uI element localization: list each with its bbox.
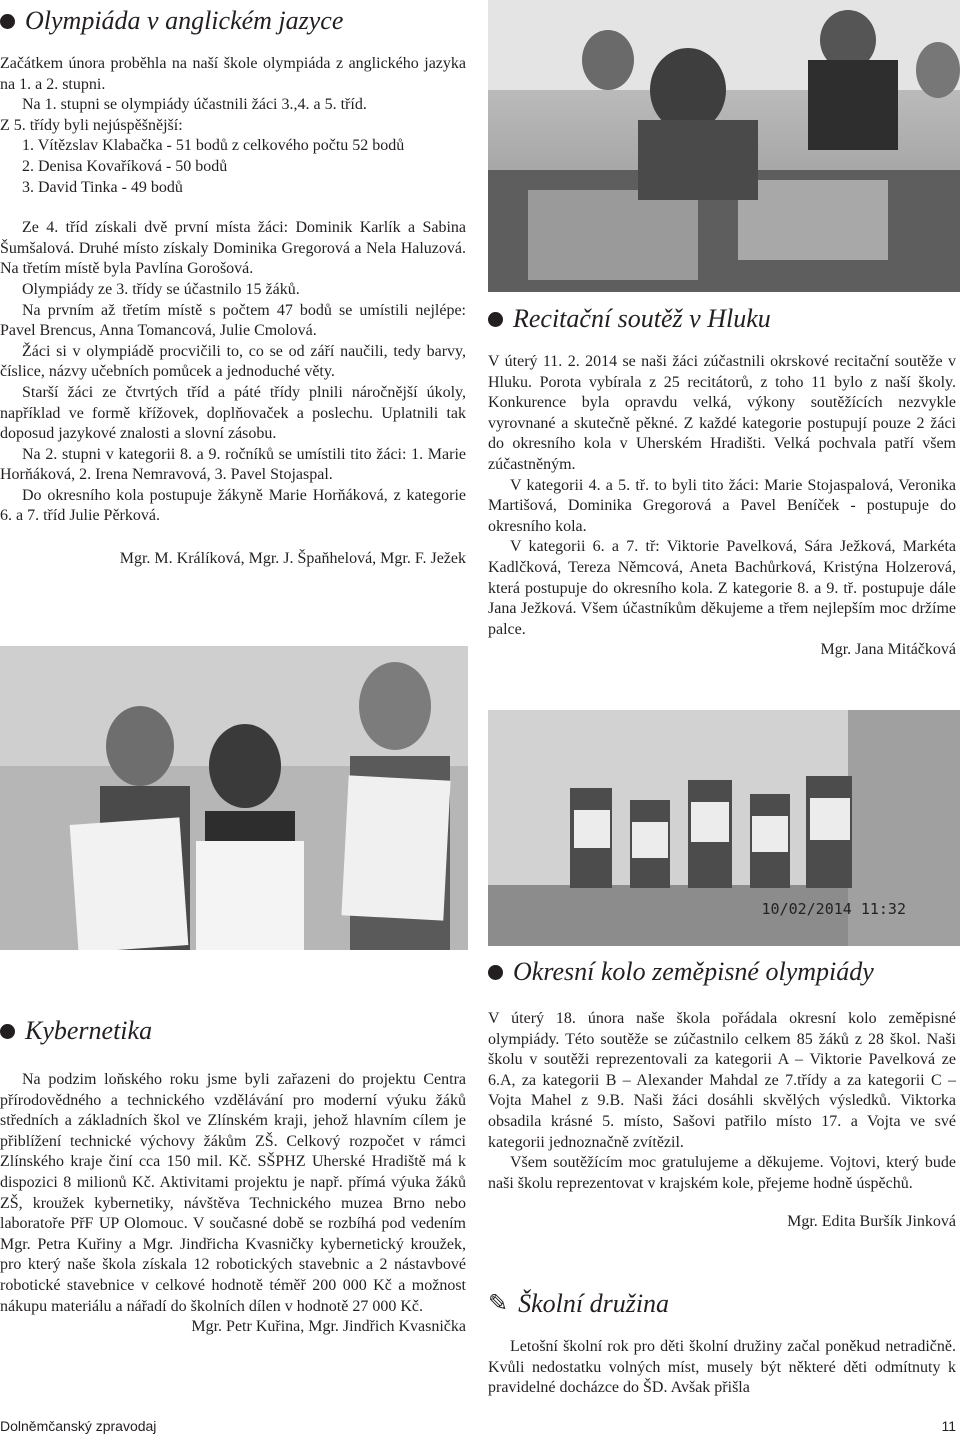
- paragraph: V úterý 11. 2. 2014 se naši žáci zúčastnili okrskové recitační soutěže v Hluku. Porota vybírala z 25 recitátorů, z toho 11 bylo z naší školy. Konkurence byla opravdu velká, výkony soutěžících nezvykle vyrovnané a skutečně pěkné. Z každé kategorie postupují pouze 2 žáci do okresního kola v Uherském Hradišti. Velká pochvala patří všem zúčastněným.: [488, 353, 956, 473]
- paragraph: V kategorii 6. a 7. tř: Viktorie Pavelková, Sára Ježková, Markéta Kadlčková, Tereza Němcová, Aneta Bachůrková, Kristýna Holzerová, která postupuje do okresního kola. Z kategorie 8. a 9. tř. postupuje dále Jana Ježková. Všem účastníkům děkujeme a třem nejlepším moc držíme palce.: [488, 538, 956, 638]
- bullet-icon: [488, 312, 503, 327]
- footer-publication: Dolněmčanský zpravodaj: [0, 1418, 157, 1434]
- section-druzina: [488, 1289, 956, 1399]
- photo-diploma-winners: [0, 646, 468, 950]
- section-heading: [0, 1016, 466, 1046]
- paragraph: Na podzim loňského roku jsme byli zařazeni do projektu Centra přírodovědného a technického vzdělávání pro moderní výuku žáků středních a základních škol ve Zlínském kraji, jehož hlavním cílem je přiblížení technické výchovy žákům ZŠ. Celkový rozpočet v rámci Zlínského kraje činí cca 150 mil. Kč. SŠPHZ Uherské Hradiště má k dispozici 8 milionů Kč. Aktivitami projektu je např. přímá výuka žáků ZŠ, kroužek kybernetiky, návštěva Technického muzea Brno nebo laboratoře PřF UP Olomouc. V současné době se rozbíhá pod vedením Mgr. Petra Kuřiny a Mgr. Jindřicha Kvasničky kybernetický kroužek, pro který naše škola získala 12 robotických stavebnic a 2 nástavbové robotické stavebnice v celkové hodnotě téměř 200 000 Kč a možnost nákupu materiálu a nářadí do školních dílen v hodnotě 27 000 Kč.: [0, 1071, 466, 1315]
- signature: Mgr. Petr Kuřina, Mgr. Jindřich Kvasnička: [191, 1318, 466, 1336]
- heading-text: Olympiáda v anglickém jazyce: [25, 6, 344, 35]
- section-heading: [488, 1289, 956, 1319]
- paragraph: Letošní školní rok pro děti školní družiny začal poněkud netradičně. Kvůli nedostatku volných míst, musely být některé děti odmítnuty k pravidelné docházce do ŠD. Avšak přišla: [488, 1338, 956, 1397]
- section-kybernetika: [0, 1016, 466, 1338]
- signature: Mgr. Edita Buršík Jinková: [787, 1213, 956, 1231]
- heading-text: Okresní kolo zeměpisné olympiády: [513, 957, 874, 986]
- list-item: 1. Vítězslav Klabačka - 51 bodů z celkového počtu 52 bodů: [22, 137, 405, 155]
- section-olympiada: [0, 6, 466, 570]
- paragraph: Na 1. stupni se olympiády účastnili žáci 3.,4. a 5. tříd.: [22, 96, 367, 114]
- signature: Mgr. Jana Mitáčková: [820, 641, 956, 659]
- signature: Mgr. M. Králíková, Mgr. J. Špaňhelová, Mgr. F. Ježek: [119, 550, 466, 568]
- section-heading: [488, 304, 956, 334]
- photo-winners-image: [0, 646, 468, 950]
- pencil-icon: ✎: [488, 1291, 509, 1317]
- section-zemepisna: [488, 957, 956, 1233]
- list-item: 3. David Tinka - 49 bodů: [22, 178, 183, 196]
- paragraph: Z 5. třídy byli nejúspěšnější:: [0, 116, 183, 134]
- heading-text: Kybernetika: [25, 1016, 153, 1045]
- paragraph: Starší žáci ze čtvrtých tříd a páté třídy plnili náročnější úkoly, například ve formě křížovek, doplňovaček a poslechu. Uplatnili tak doposud jazykové znalosti a slovní zásobu.: [0, 383, 466, 443]
- bullet-icon: [0, 1024, 15, 1039]
- paragraph: Začátkem února proběhla na naší škole olympiáda z anglického jazyka na 1. a 2. stupni.: [0, 55, 466, 93]
- paragraph: Na 2. stupni v kategorii 8. a 9. ročníků se umístili tito žáci: 1. Marie Horňáková, 2. Irena Nemravová, 3. Pavel Stojaspal.: [0, 445, 466, 484]
- photo-classroom-robotics: [488, 0, 960, 292]
- photo-timestamp: 10/02/2014 11:32: [761, 900, 906, 918]
- list-item: 2. Denisa Kovaříková - 50 bodů: [22, 157, 228, 175]
- paragraph: Na prvním až třetím místě s počtem 47 bodů se umístili nejlépe: Pavel Brencus, Anna Tomancová, Julie Cmolová.: [0, 301, 466, 340]
- heading-text: Recitační soutěž v Hluku: [513, 304, 771, 333]
- photo-classroom-image: [488, 0, 960, 292]
- paragraph: V úterý 18. února naše škola pořádala okresní kolo zeměpisné olympiády. Této soutěže se zúčastnilo celkem 85 žáků z 28 škol. Naši školu v soutěži reprezentovali za kategorii A – Viktorie Pavelková ze 6.A, za kategorii B – Alexander Mahdal ze 7.třídy a za kategorii C – Vojta Mahel z 9.B. Naši žáci dosáhli skvělých výsledků. Viktorka obsadila krásné 5. místo, Sašovi patřilo místo 17. a Vojta ve své kategorii jednoznačně zvítězil.: [488, 1010, 956, 1151]
- paragraph: Do okresního kola postupuje žákyně Marie Horňáková, z kategorie 6. a 7. tříd Julie Pěrková.: [0, 486, 466, 525]
- section-recitacni: [488, 304, 956, 661]
- paragraph: Olympiády ze 3. třídy se účastnilo 15 žáků.: [22, 280, 300, 298]
- photo-recitation-group: [488, 710, 960, 946]
- section-heading: [0, 6, 466, 36]
- bullet-icon: [0, 14, 15, 29]
- paragraph: Ze 4. tříd získali dvě první místa žáci: Dominik Karlík a Sabina Šumšalová. Druhé místo získaly Dominika Gregorová a Nela Haluzová. Na třetím místě byla Pavlína Gorošová.: [0, 219, 466, 278]
- footer-page-number: 11: [941, 1418, 956, 1434]
- paragraph: Všem soutěžícím moc gratulujeme a děkujeme. Vojtovi, který bude naši školu reprezentovat v krajském kole, přejeme hodně úspěchů.: [488, 1154, 956, 1192]
- bullet-icon: [488, 965, 503, 980]
- paragraph: Žáci si v olympiádě procvičili to, co se od září naučili, tedy barvy, číslice, názvy učebních pomůcek a jednoduché věty.: [0, 342, 466, 381]
- section-heading: [488, 957, 956, 987]
- paragraph: V kategorii 4. a 5. tř. to byli tito žáci: Marie Stojaspalová, Veronika Martišová, Dominika Gregorová a Pavel Beníček - postupuje do okresního kola.: [488, 476, 956, 535]
- heading-text: Školní družina: [518, 1289, 670, 1318]
